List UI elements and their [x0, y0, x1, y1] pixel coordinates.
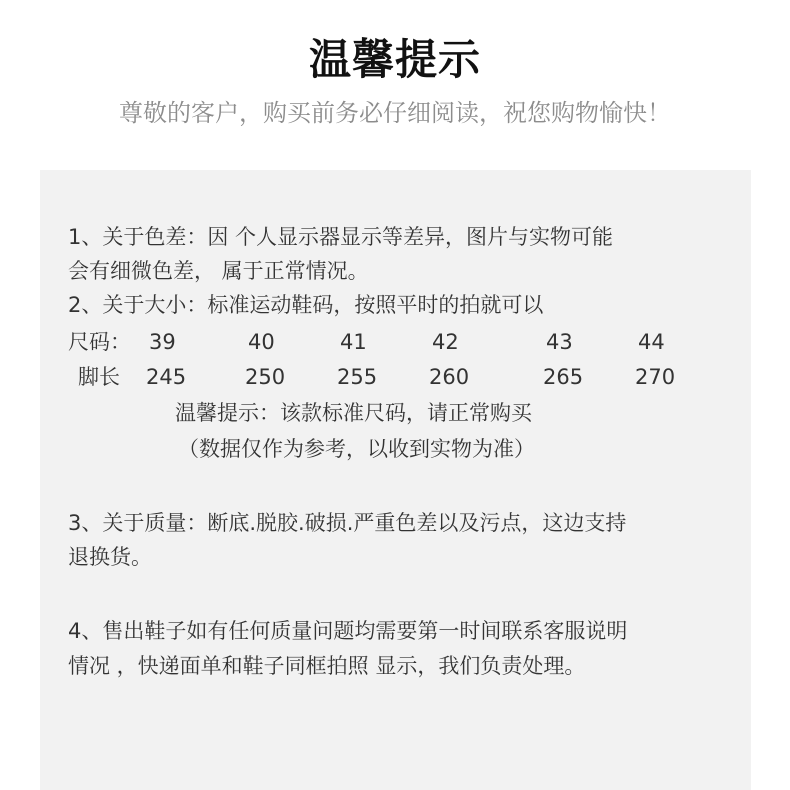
size-value: 41 [340, 330, 367, 354]
notice-item-service-line2: 情况 ，快递面单和鞋子同框拍照 显示，我们负责处理。 [68, 654, 586, 678]
size-value: 39 [149, 330, 176, 354]
notice-item-quality-line2: 退换货。 [68, 545, 152, 569]
foot-length-value: 270 [635, 365, 676, 389]
foot-length-value: 255 [337, 365, 378, 389]
notice-item-quality-line1: 3、关于质量：断底.脱胶.破损.严重色差以及污点，这边支持 [68, 511, 627, 535]
foot-length-value: 245 [146, 365, 187, 389]
page-subtitle: 尊敬的客户，购买前务必仔细阅读，祝您购物愉快！ [119, 99, 671, 127]
foot-length-value: 265 [543, 365, 584, 389]
size-tip-note: （数据仅作为参考，以收到实物为准） [178, 437, 535, 461]
notice-item-service-line1: 4、售出鞋子如有任何质量问题均需要第一时间联系客服说明 [68, 619, 628, 643]
notice-item-color-line2: 会有细微色差， 属于正常情况。 [68, 259, 369, 283]
foot-length-value: 250 [245, 365, 286, 389]
size-value: 44 [638, 330, 665, 354]
page-title: 温馨提示 [308, 35, 481, 84]
size-tip: 温馨提示：该款标准尺码，请正常购买 [175, 401, 532, 425]
size-value: 42 [432, 330, 459, 354]
notice-item-color-line1: 1、关于色差：因 个人显示器显示等差异，图片与实物可能 [68, 225, 614, 249]
size-value: 43 [546, 330, 573, 354]
foot-length-label: 脚长 [78, 365, 120, 389]
size-label: 尺码： [68, 330, 131, 354]
foot-length-value: 260 [429, 365, 470, 389]
size-value: 40 [248, 330, 275, 354]
notice-item-size-line1: 2、关于大小：标准运动鞋码，按照平时的拍就可以 [68, 293, 544, 317]
